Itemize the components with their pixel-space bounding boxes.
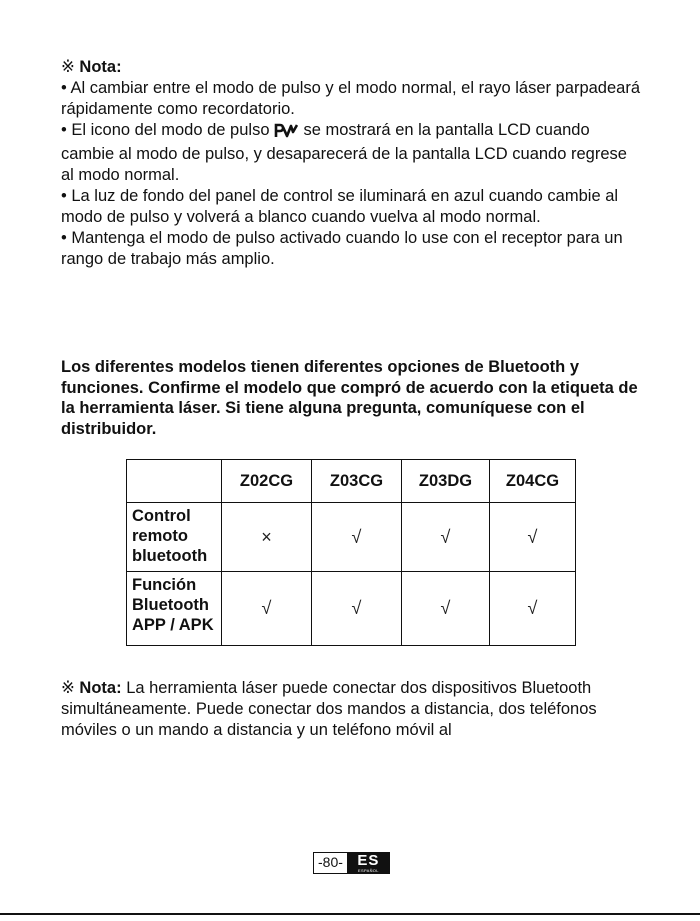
table-cell: √ bbox=[402, 503, 490, 572]
note-2 bbox=[61, 678, 641, 741]
note-2-text: La herramienta láser puede conectar dos dispositivos Bluetooth simultáneamente. Puede conectar dos mandos a distancia, dos teléfonos móviles o un mando a distancia y un teléfono móvil al bbox=[61, 679, 597, 739]
page-footer bbox=[313, 852, 390, 874]
row-label: Control remoto bluetooth bbox=[127, 503, 222, 572]
note-section bbox=[61, 57, 641, 270]
models-notice: Los diferentes modelos tienen diferentes opciones de Bluetooth y funciones. Confirme el modelo que compró de acuerdo con la etiqueta de la herramienta láser. Si tiene alguna pregunta, comuníquese con el distribuidor. bbox=[61, 358, 638, 438]
note-bullet-4: • Mantenga el modo de pulso activado cuando lo use con el receptor para un rango de trabajo más amplio. bbox=[61, 229, 623, 268]
note-bullet-3: • La luz de fondo del panel de control se iluminará en azul cuando cambie al modo de pulso y volverá a blanco cuando vuelva al modo normal. bbox=[61, 187, 619, 226]
table-header-cell: Z02CG bbox=[222, 460, 312, 503]
table-cell: √ bbox=[490, 572, 576, 646]
table-cell: √ bbox=[222, 572, 312, 646]
table-cell: √ bbox=[402, 572, 490, 646]
table-cell: √ bbox=[312, 503, 402, 572]
table-row bbox=[127, 503, 576, 572]
bluetooth-features-table bbox=[126, 459, 576, 646]
note-bullet-2-end: se mostrará en la pantalla LCD cuando cambie al modo de pulso, y desaparecerá de la pantalla LCD cuando regrese al modo normal. bbox=[61, 121, 627, 184]
language-code: ES bbox=[357, 852, 380, 869]
note-title: Nota: bbox=[79, 679, 122, 697]
note-heading bbox=[61, 57, 641, 78]
table-row bbox=[127, 572, 576, 646]
note-bullet-2 bbox=[61, 120, 641, 186]
pulse-mode-icon bbox=[274, 123, 298, 144]
bottom-divider bbox=[0, 913, 700, 915]
note-title: Nota: bbox=[79, 58, 122, 76]
table-cell: √ bbox=[312, 572, 402, 646]
table-header-cell: Z04CG bbox=[490, 460, 576, 503]
table-header-row bbox=[127, 460, 576, 503]
table-cell: × bbox=[222, 503, 312, 572]
note-bullet-2-start: • El icono del modo de pulso bbox=[61, 121, 270, 139]
table-header-cell: Z03CG bbox=[312, 460, 402, 503]
table-header-cell: Z03DG bbox=[402, 460, 490, 503]
page-number: -80- bbox=[313, 852, 347, 874]
table-header-cell bbox=[127, 460, 222, 503]
table-cell: √ bbox=[490, 503, 576, 572]
row-label: Función Bluetooth APP / APK bbox=[127, 572, 222, 646]
note-mark: ※ bbox=[61, 58, 75, 76]
language-badge bbox=[347, 852, 390, 874]
note-bullet-1: • Al cambiar entre el modo de pulso y el modo normal, el rayo láser parpadeará rápidamente como recordatorio. bbox=[61, 79, 640, 118]
note-mark: ※ bbox=[61, 679, 75, 697]
language-name: ESPAÑOL bbox=[358, 868, 379, 873]
